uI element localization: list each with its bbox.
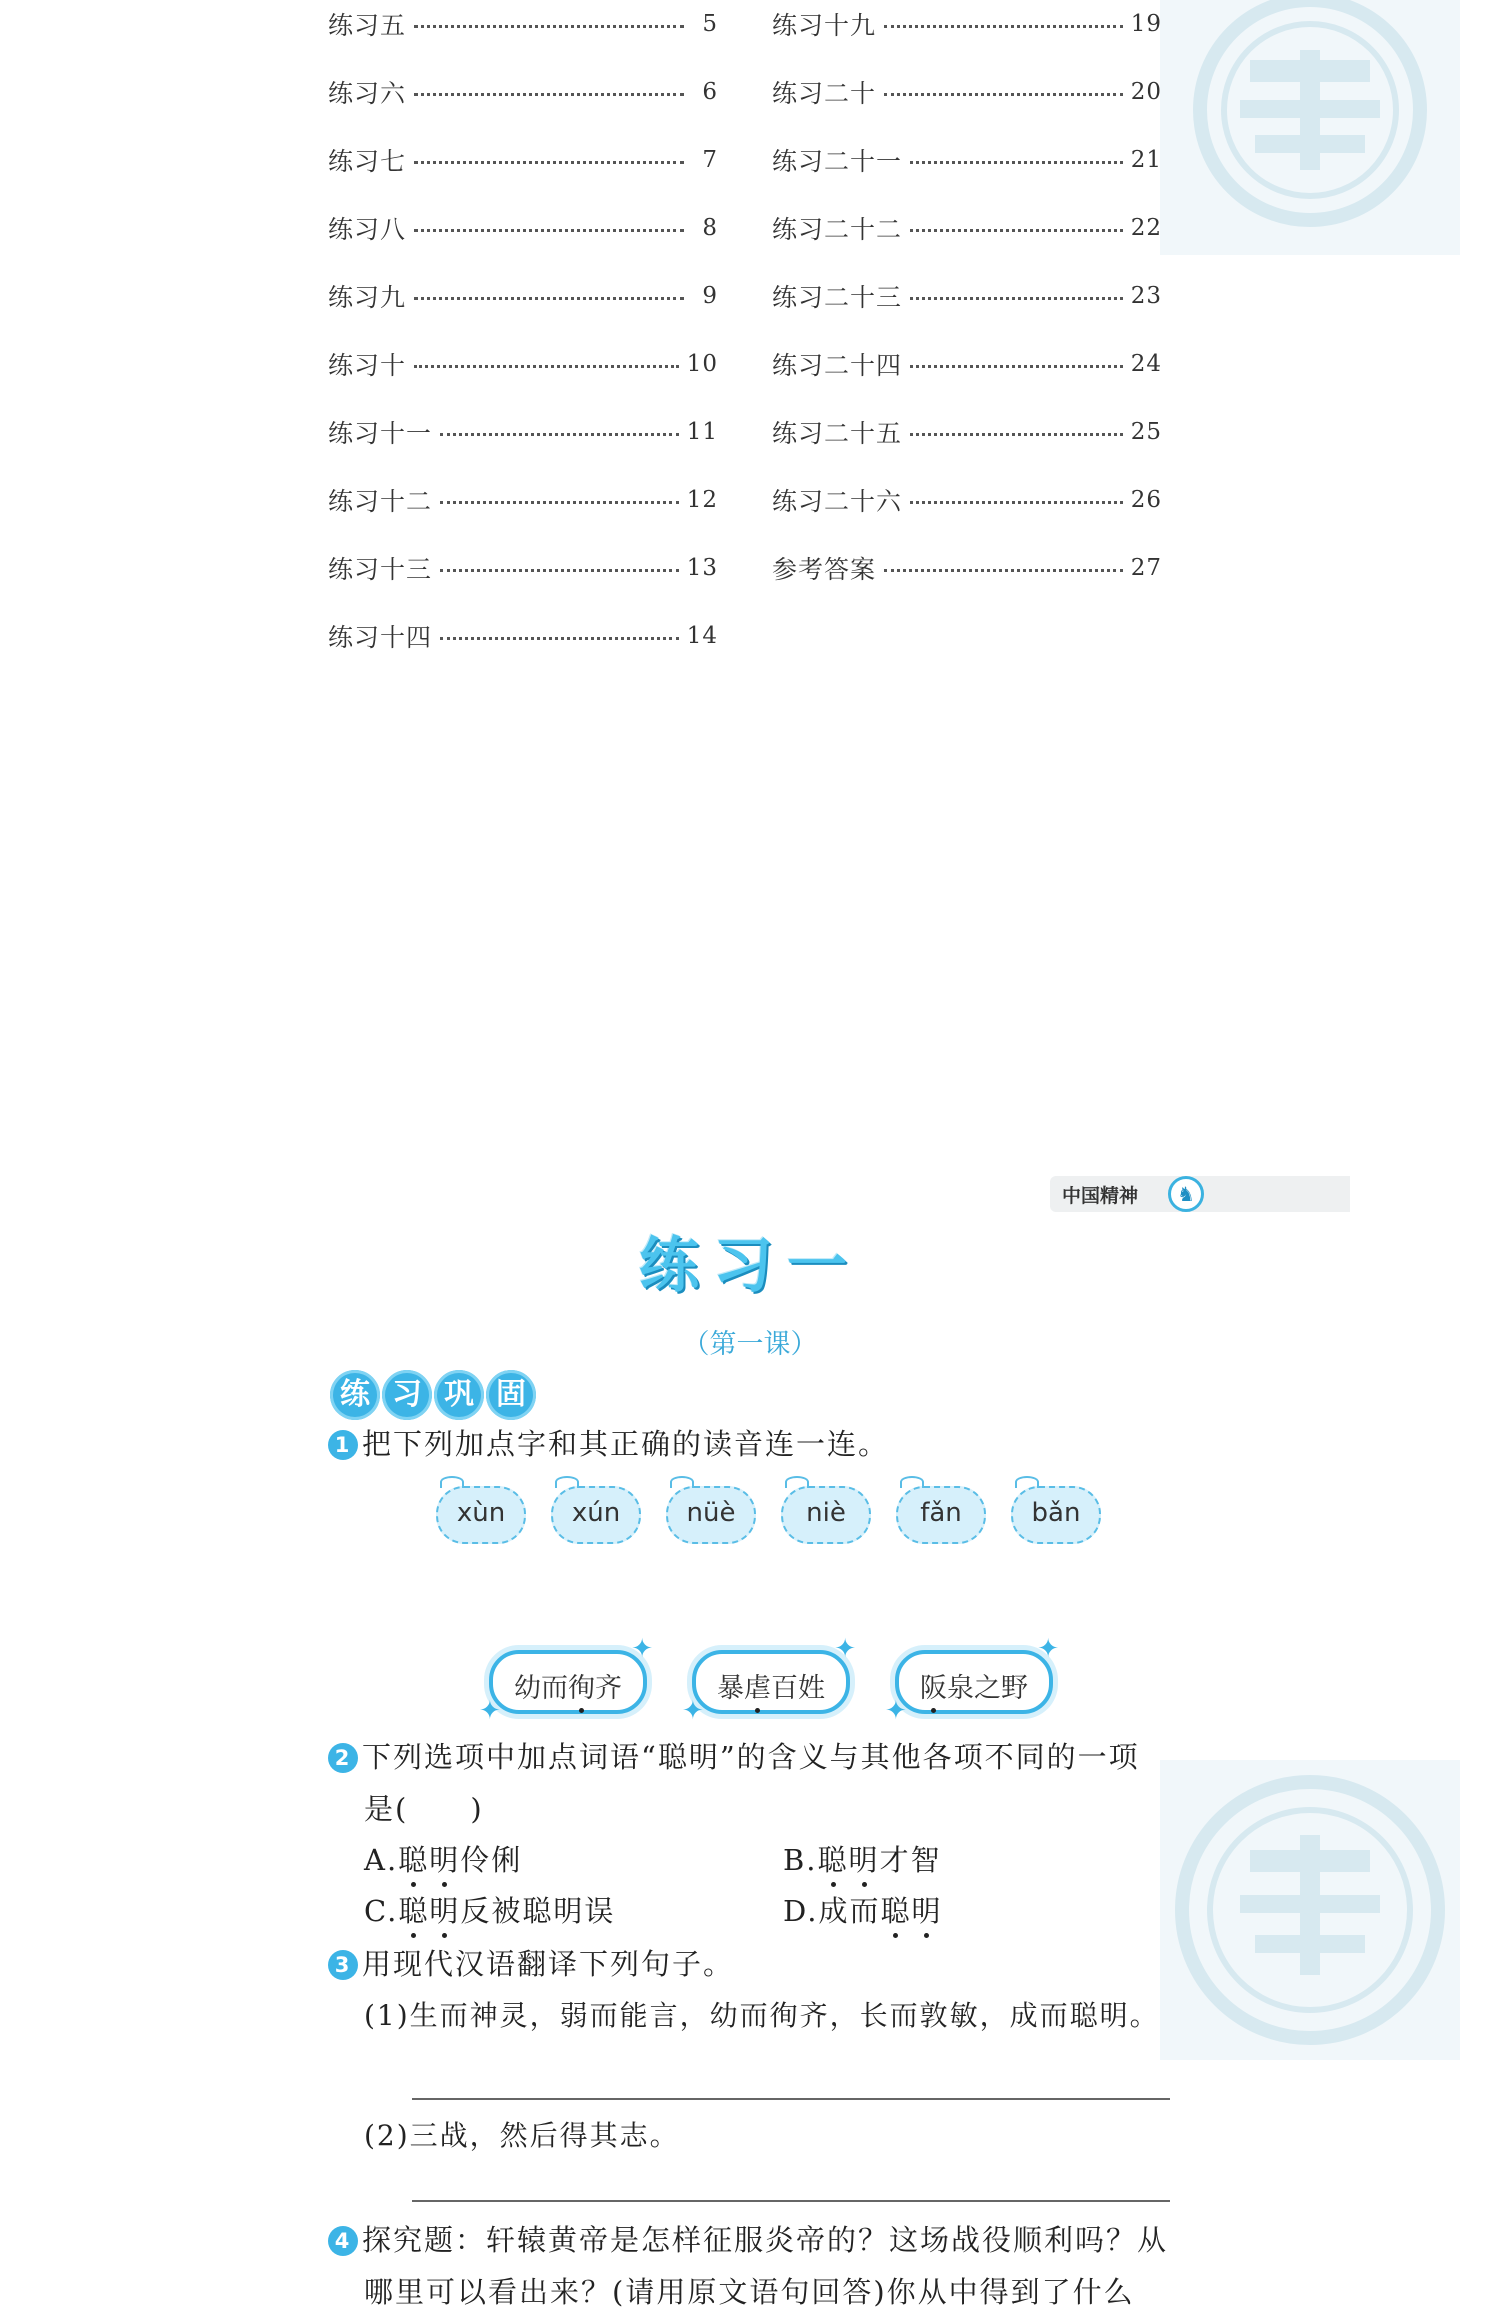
section-badge-char: 巩 bbox=[434, 1370, 484, 1420]
chapter-tag-label: 中国精神 bbox=[1062, 1185, 1139, 1207]
dotted-char: 虐 bbox=[744, 1666, 771, 1705]
phrase-label: 暴虐百姓 bbox=[696, 1666, 846, 1705]
toc-entry[interactable] bbox=[772, 466, 1162, 534]
toc-entry[interactable] bbox=[328, 330, 718, 398]
toc-leader-dots bbox=[414, 161, 684, 164]
toc-entry-label: 练习二十四 bbox=[772, 351, 903, 380]
question-number: 2 bbox=[328, 1743, 358, 1773]
option-a: A.聪明伶俐 bbox=[364, 1838, 522, 1879]
star-icon: ✦ bbox=[885, 1696, 907, 1726]
toc-leader-dots bbox=[440, 637, 679, 640]
horse-icon: ♞ bbox=[1168, 1176, 1204, 1212]
star-icon: ✦ bbox=[682, 1696, 704, 1726]
question-text: 探究题：轩辕黄帝是怎样征服炎帝的？这场战役顺利吗？从 bbox=[362, 2223, 1169, 2257]
toc-entry[interactable] bbox=[328, 262, 718, 330]
toc-entry[interactable] bbox=[772, 398, 1162, 466]
dotted-char: 徇 bbox=[568, 1666, 595, 1705]
toc-leader-dots bbox=[884, 93, 1123, 96]
phrase-option[interactable] bbox=[479, 1634, 653, 1726]
sprout-icon bbox=[670, 1476, 694, 1488]
toc-entry[interactable] bbox=[328, 194, 718, 262]
toc-entry-label: 练习十一 bbox=[328, 419, 433, 448]
toc-entry-label: 练习十 bbox=[328, 351, 407, 380]
pinyin-label: xùn bbox=[456, 1498, 506, 1528]
toc-entry-label: 练习二十五 bbox=[772, 419, 903, 448]
sentence-2: (2)三战，然后得其志。 bbox=[364, 2119, 680, 2152]
toc-leader-dots bbox=[440, 501, 679, 504]
section-badge-char: 练 bbox=[330, 1370, 380, 1420]
star-icon: ✦ bbox=[1037, 1634, 1059, 1664]
toc-entry-page: 7 bbox=[702, 147, 718, 173]
chapter-tag bbox=[1050, 1176, 1350, 1212]
toc-entry[interactable] bbox=[772, 330, 1162, 398]
toc-leader-dots bbox=[414, 93, 684, 96]
question-4 bbox=[328, 2218, 1168, 2259]
toc-leader-dots bbox=[440, 433, 679, 436]
toc-leader-dots bbox=[414, 25, 684, 28]
star-icon: ✦ bbox=[631, 1634, 653, 1664]
toc-entry-label: 练习十三 bbox=[328, 555, 433, 584]
section-badge bbox=[330, 1370, 536, 1420]
toc-entry-page: 12 bbox=[686, 487, 718, 513]
toc-entry-page: 25 bbox=[1130, 419, 1162, 445]
toc-entry-page: 8 bbox=[702, 215, 718, 241]
phrase-option[interactable] bbox=[682, 1634, 856, 1726]
exercise-title: 练习一 bbox=[639, 1231, 861, 1301]
toc-entry-label: 练习二十六 bbox=[772, 487, 903, 516]
pinyin-option[interactable] bbox=[781, 1486, 871, 1544]
toc-entry-page: 10 bbox=[686, 351, 718, 377]
pinyin-option[interactable] bbox=[1011, 1486, 1101, 1544]
question-3 bbox=[328, 1942, 734, 1983]
sprout-icon bbox=[1015, 1476, 1039, 1488]
toc-entry-page: 24 bbox=[1130, 351, 1162, 377]
toc-entry-label: 参考答案 bbox=[772, 555, 877, 584]
toc-entry[interactable] bbox=[328, 534, 718, 602]
dotted-word: 聪明 bbox=[818, 1843, 880, 1877]
toc-leader-dots bbox=[884, 25, 1123, 28]
toc-entry-label: 练习十九 bbox=[772, 11, 877, 40]
section-badge-char: 习 bbox=[382, 1370, 432, 1420]
phrase-label: 阪泉之野 bbox=[899, 1666, 1049, 1705]
dotted-word: 聪明 bbox=[880, 1894, 942, 1928]
answer-line[interactable] bbox=[412, 2200, 1170, 2202]
pinyin-option[interactable] bbox=[896, 1486, 986, 1544]
dotted-word: 聪明 bbox=[398, 1894, 460, 1928]
toc-entry-page: 5 bbox=[702, 11, 718, 37]
option-c: C.聪明反被聪明误 bbox=[364, 1889, 615, 1930]
star-icon: ✦ bbox=[479, 1696, 501, 1726]
toc-entry-page: 13 bbox=[686, 555, 718, 581]
question-1 bbox=[328, 1422, 889, 1463]
toc-entry-page: 14 bbox=[686, 623, 718, 649]
toc-leader-dots bbox=[910, 365, 1123, 368]
toc-entry-label: 练习九 bbox=[328, 283, 407, 312]
toc-entry-page: 6 bbox=[702, 79, 718, 105]
dotted-word: 聪明 bbox=[398, 1843, 460, 1877]
toc-entry[interactable] bbox=[328, 58, 718, 126]
toc-entry-page: 20 bbox=[1130, 79, 1162, 105]
phrase-label: 幼而徇齐 bbox=[493, 1666, 643, 1705]
toc-leader-dots bbox=[910, 433, 1123, 436]
toc-entry-page: 22 bbox=[1130, 215, 1162, 241]
sprout-icon bbox=[900, 1476, 924, 1488]
toc-entry[interactable] bbox=[328, 398, 718, 466]
exercise-subtitle: （第一课） bbox=[682, 1329, 818, 1360]
pinyin-option[interactable] bbox=[551, 1486, 641, 1544]
toc-leader-dots bbox=[910, 229, 1123, 232]
star-icon: ✦ bbox=[834, 1634, 856, 1664]
question-number: 1 bbox=[328, 1430, 358, 1460]
toc-entry-label: 练习二十三 bbox=[772, 283, 903, 312]
toc-entry[interactable] bbox=[772, 262, 1162, 330]
toc-entry-page: 26 bbox=[1130, 487, 1162, 513]
emblem-decoration-mid bbox=[1160, 1760, 1460, 2060]
toc-entry-page: 19 bbox=[1130, 11, 1162, 37]
pinyin-option[interactable] bbox=[666, 1486, 756, 1544]
toc-left-column bbox=[328, 0, 718, 670]
toc-entry[interactable] bbox=[328, 602, 718, 670]
toc-entry-page: 21 bbox=[1130, 147, 1162, 173]
toc-entry-page: 9 bbox=[702, 283, 718, 309]
toc-leader-dots bbox=[910, 501, 1123, 504]
question-number: 3 bbox=[328, 1950, 358, 1980]
toc-leader-dots bbox=[414, 297, 684, 300]
option-b: B.聪明才智 bbox=[783, 1838, 942, 1879]
toc-entry[interactable] bbox=[328, 126, 718, 194]
toc-entry[interactable] bbox=[772, 534, 1162, 602]
pinyin-option[interactable] bbox=[436, 1486, 526, 1544]
pinyin-label: xún bbox=[571, 1498, 621, 1528]
question-number: 4 bbox=[328, 2226, 358, 2256]
sentence-1: (1)生而神灵，弱而能言，幼而徇齐，长而敦敏，成而聪明。 bbox=[364, 1999, 1160, 2032]
toc-entry-label: 练习二十 bbox=[772, 79, 877, 108]
question-2-continuation: 是( ) bbox=[364, 1792, 484, 1826]
toc-entry-label: 练习二十二 bbox=[772, 215, 903, 244]
toc-entry-label: 练习五 bbox=[328, 11, 407, 40]
toc-entry[interactable] bbox=[328, 466, 718, 534]
option-d: D.成而聪明 bbox=[783, 1889, 942, 1930]
toc-entry-page: 27 bbox=[1130, 555, 1162, 581]
toc-leader-dots bbox=[414, 365, 679, 368]
question-text: 下列选项中加点词语“聪明”的含义与其他各项不同的一项 bbox=[362, 1740, 1140, 1774]
emblem-decoration-top bbox=[1160, 0, 1460, 255]
toc-leader-dots bbox=[910, 297, 1123, 300]
toc-right-column bbox=[772, 0, 1162, 602]
toc-entry-page: 23 bbox=[1130, 283, 1162, 309]
toc-leader-dots bbox=[910, 161, 1123, 164]
toc-entry-label: 练习六 bbox=[328, 79, 407, 108]
toc-entry-label: 练习十四 bbox=[328, 623, 433, 652]
toc-entry[interactable] bbox=[328, 0, 718, 58]
sprout-icon bbox=[785, 1476, 809, 1488]
toc-entry[interactable] bbox=[772, 126, 1162, 194]
toc-entry-label: 练习二十一 bbox=[772, 147, 903, 176]
toc-entry-page: 11 bbox=[686, 419, 718, 445]
sprout-icon bbox=[440, 1476, 464, 1488]
toc-entry[interactable] bbox=[772, 0, 1162, 58]
phrase-option[interactable] bbox=[885, 1634, 1059, 1726]
toc-entry-label: 练习七 bbox=[328, 147, 407, 176]
section-badge-char: 固 bbox=[486, 1370, 536, 1420]
toc-leader-dots bbox=[884, 569, 1123, 572]
dotted-char: 阪 bbox=[920, 1666, 947, 1705]
toc-entry-label: 练习十二 bbox=[328, 487, 433, 516]
question-text: 把下列加点字和其正确的读音连一连。 bbox=[362, 1427, 890, 1461]
pinyin-label: bǎn bbox=[1031, 1498, 1081, 1528]
pinyin-label: nüè bbox=[686, 1498, 736, 1528]
toc-leader-dots bbox=[414, 229, 684, 232]
answer-line[interactable] bbox=[412, 2098, 1170, 2100]
pinyin-label: niè bbox=[806, 1498, 846, 1528]
toc-leader-dots bbox=[440, 569, 679, 572]
toc-entry[interactable] bbox=[772, 58, 1162, 126]
question-text: 用现代汉语翻译下列句子。 bbox=[362, 1947, 735, 1981]
sprout-icon bbox=[555, 1476, 579, 1488]
toc-entry[interactable] bbox=[772, 194, 1162, 262]
question-2 bbox=[328, 1735, 1140, 1776]
pinyin-label: fǎn bbox=[920, 1498, 962, 1528]
toc-entry-label: 练习八 bbox=[328, 215, 407, 244]
question-4-continuation: 哪里可以看出来？(请用原文语句回答)你从中得到了什么 bbox=[364, 2275, 1135, 2309]
